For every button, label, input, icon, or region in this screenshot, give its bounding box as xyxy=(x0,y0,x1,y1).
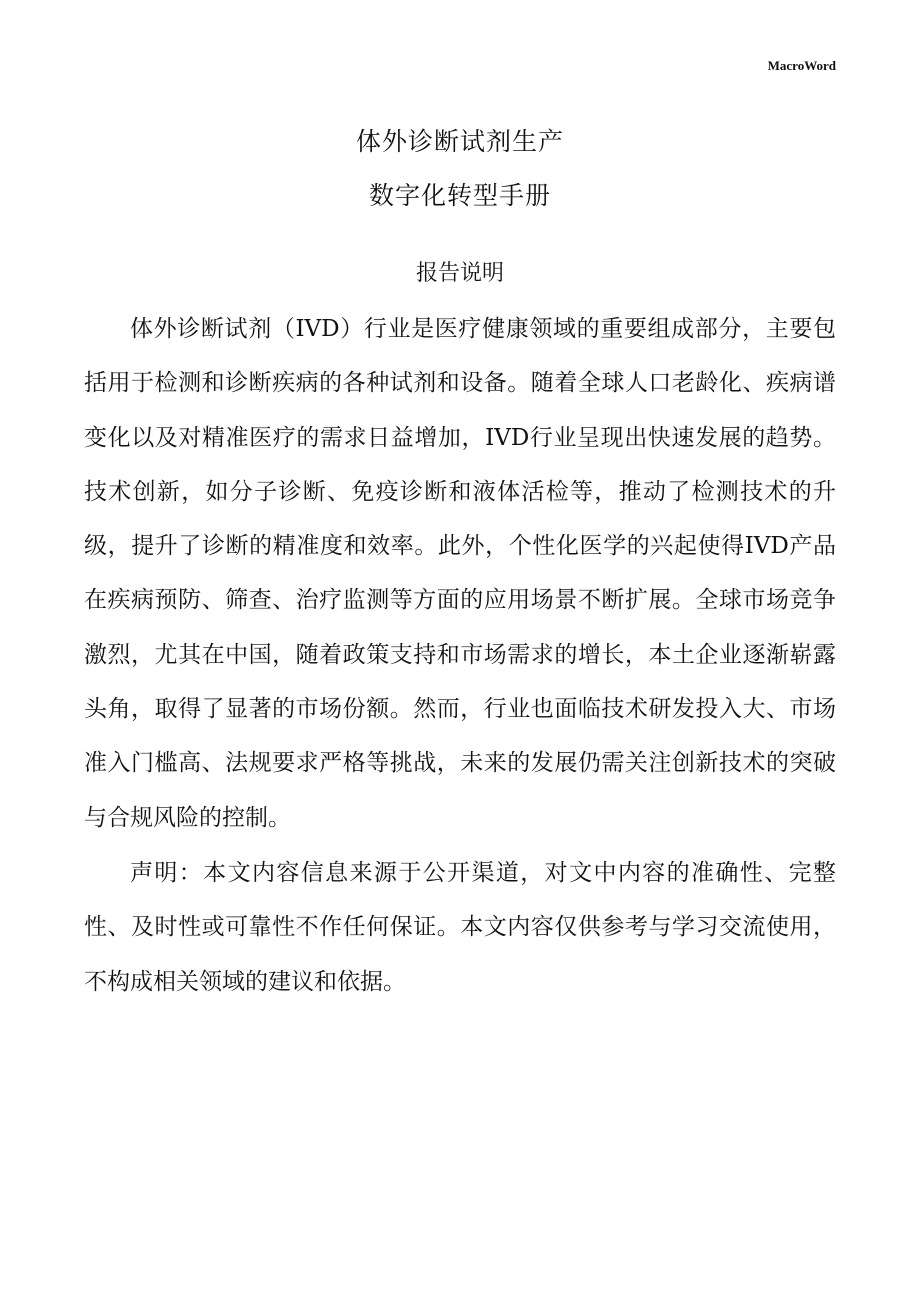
disclaimer-paragraph: 声明：本文内容信息来源于公开渠道，对文中内容的准确性、完整性、及时性或可靠性不作任何保证。本文内容仅供参考与学习交流使用，不构成相关领域的建议和依据。 xyxy=(84,860,836,995)
document-title-line-2: 数字化转型手册 xyxy=(368,181,551,210)
header-brand: MacroWord xyxy=(767,58,836,73)
section-heading: 报告说明 xyxy=(415,261,504,286)
document-title-line-1: 体外诊断试剂生产 xyxy=(355,127,564,156)
intro-paragraph: 体外诊断试剂（IVD）行业是医疗健康领域的重要组成部分，主要包括用于检测和诊断疾病的各种试剂和设备。随着全球人口老龄化、疾病谱变化以及对精准医疗的需求日益增加，IVD行业呈现出快速发展的趋势。技术创新，如分子诊断、免疫诊断和液体活检等，推动了检测技术的升级，提升了诊断的精准度和效率。此外，个性化医学的兴起使得IVD产品在疾病预防、筛查、治疗监测等方面的应用场景不断扩展。全球市场竞争激烈，尤其在中国，随着政策支持和市场需求的增长，本土企业逐渐崭露头角，取得了显著的市场份额。然而，行业也面临技术研发投入大、市场准入门槛高、法规要求严格等挑战，未来的发展仍需关注创新技术的突破与合规风险的控制。 xyxy=(84,316,836,831)
